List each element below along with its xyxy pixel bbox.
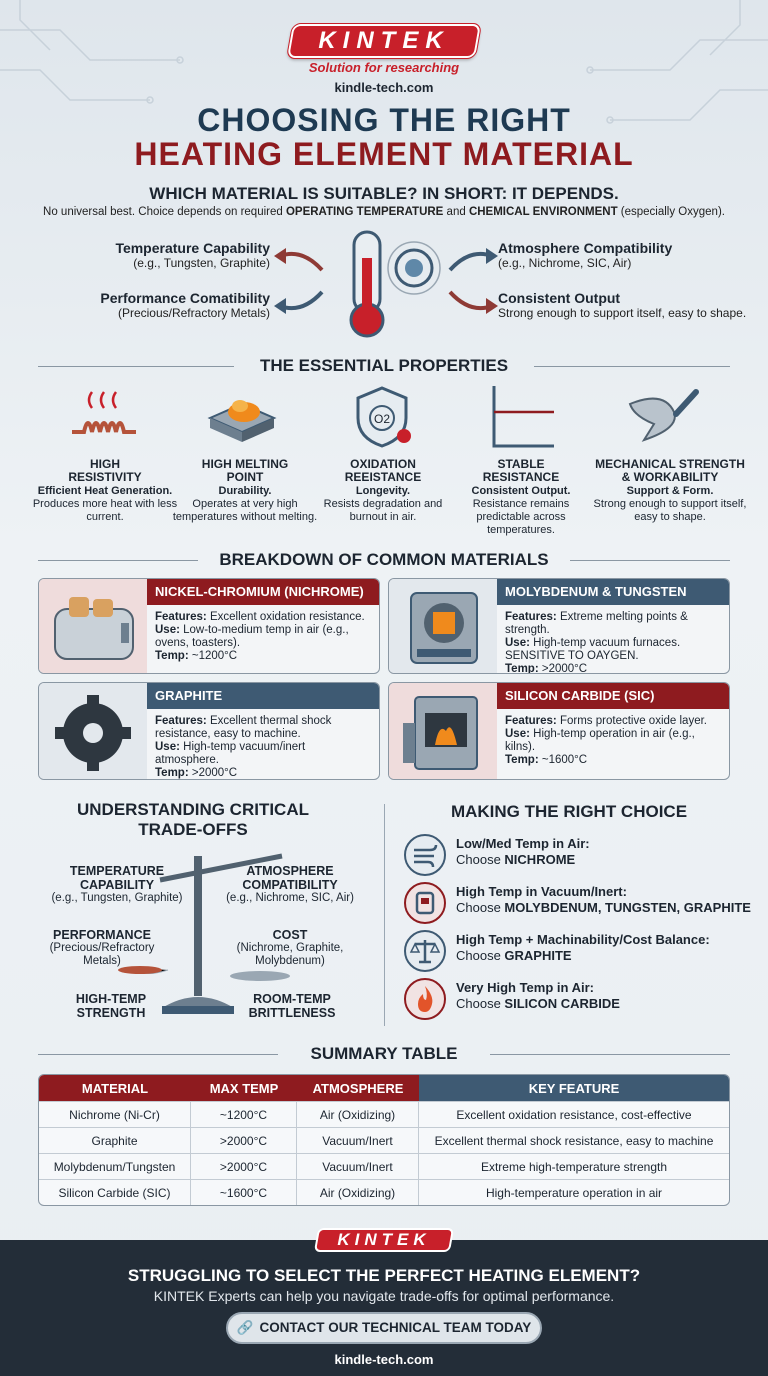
card-title: SILICON CARBIDE (SIC)	[497, 683, 729, 709]
footer-kintek-logo[interactable]: KINTEK	[314, 1228, 454, 1252]
toaster-icon	[39, 579, 147, 674]
o2-shield-icon	[352, 384, 416, 450]
factor-temperature: Temperature Capability (e.g., Tungsten, Graphite)	[115, 240, 270, 270]
property-resistivity: HIGH RESISTIVITY Efficient Heat Generation. Produces more heat with less current.	[32, 457, 178, 523]
kiln-icon	[389, 683, 497, 780]
card-body: Features: Extreme melting points & strength. Use: High-temp vacuum furnaces. SENSITIVE TO OAYGEN. Temp: >2000°C	[505, 611, 688, 674]
choice-item[interactable]: High Temp + Machinability/Cost Balance: Choose GRAPHITE	[404, 928, 754, 972]
choice-item[interactable]: High Temp in Vacuum/Inert: Choose MOLYBDENUM, TUNGSTEN, GRAPHITE	[404, 880, 754, 924]
card-title: NICKEL-CHROMIUM (NICHROME)	[147, 579, 379, 605]
property-oxidation-resistance: OXIDATION REEISTANCE Longevity. Resists degradation and burnout in air.	[323, 457, 443, 523]
factor-output: Consistent Output Strong enough to support itself, easy to shape.	[498, 290, 747, 320]
card-title: MOLYBDENUM & TUNGSTEN	[497, 579, 729, 605]
footer-headline: STRUGGLING TO SELECT THE PERFECT HEATING ELEMENT?	[127, 1266, 641, 1285]
summary-title: SUMMARY TABLE	[310, 1044, 458, 1063]
table-row: Nichrome (Ni-Cr) ~1200°C Air (Oxidizing) Excellent oxidation resistance, cost-effective	[39, 1101, 729, 1127]
material-card-silicon-carbide[interactable]	[388, 682, 730, 780]
choice-item[interactable]: Very High Temp in Air: Choose SILICON CARBIDE	[404, 976, 754, 1020]
factor-atmosphere: Atmosphere Compatibility (e.g., Nichrome, SIC, Air)	[498, 240, 673, 270]
tradeoff-room-temp-brittleness: ROOM-TEMP BRITTLENESS	[248, 992, 336, 1020]
vertical-divider	[384, 804, 385, 1026]
material-card-molybdenum-tungsten[interactable]	[388, 578, 730, 674]
choice-item[interactable]: Low/Med Temp in Air: Choose NICHROME	[404, 832, 754, 876]
site-url[interactable]: kindle-tech.com	[334, 80, 434, 95]
column-header: KEY FEATURE	[419, 1075, 729, 1101]
table-row: Molybdenum/Tungsten >2000°C Vacuum/Inert Extreme high-temperature strength	[39, 1153, 729, 1179]
properties-title: THE ESSENTIAL PROPERTIES	[259, 356, 509, 375]
kintek-logo[interactable]: KINTEK	[287, 24, 481, 58]
table-row: Graphite >2000°C Vacuum/Inert Excellent thermal shock resistance, easy to machine	[39, 1127, 729, 1153]
column-header: MAX TEMP	[191, 1075, 297, 1101]
vacuum-furnace-icon	[406, 884, 444, 922]
link-icon: 🔗	[236, 1320, 254, 1335]
melting-block-icon	[204, 388, 280, 448]
vacuum-furnace-icon	[389, 579, 497, 674]
choice-title: MAKING THE RIGHT CHOICE	[450, 802, 688, 821]
tradeoffs-title: UNDERSTANDING CRITICAL TRADE-OFFS	[76, 800, 309, 839]
material-card-nichrome[interactable]	[38, 578, 380, 674]
summary-table	[38, 1074, 730, 1206]
question-subtitle: No universal best. Choice depends on required OPERATING TEMPERATURE and CHEMICAL ENVIRONMENT (especially Oxygen).	[43, 206, 725, 218]
curved-arrow-icon	[272, 288, 328, 318]
tradeoff-performance: PERFORMANCE (Precious/Refractory Metals)	[49, 928, 155, 967]
card-body: Features: Excellent oxidation resistance. Use: Low-to-medium temp in air (e.g., ovens, toasters). Temp: ~1200°C	[155, 611, 365, 662]
flame-icon	[406, 980, 444, 1018]
divider	[490, 1054, 730, 1055]
page-title-line1: CHOOSING THE RIGHT	[197, 102, 571, 138]
factor-performance: Performance Comatibility (Precious/Refractory Metals)	[100, 290, 270, 320]
thermometer-icon	[340, 228, 444, 340]
metal-strip-icon	[624, 384, 704, 450]
card-title: GRAPHITE	[147, 683, 379, 709]
tagline: Solution for researching	[308, 60, 460, 75]
column-header: ATMOSPHERE	[297, 1075, 419, 1101]
curved-arrow-icon	[444, 288, 500, 318]
table-row: Silicon Carbide (SIC) ~1600°C Air (Oxidizing) High-temperature operation in air	[39, 1179, 729, 1205]
divider	[534, 366, 730, 367]
card-body: Features: Excellent thermal shock resistance, easy to machine. Use: High-temp vacuum/inert atmosphere. Temp: >2000°C	[155, 715, 332, 779]
tradeoff-high-temp-strength: HIGH-TEMP STRENGTH	[75, 992, 147, 1020]
curved-arrow-icon	[444, 244, 500, 274]
property-stable-resistance: STABLE RESISTANCE Consistent Output. Resistance remains predictable across temperatures.	[471, 457, 571, 536]
breakdown-title: BREAKDOWN OF COMMON MATERIALS	[219, 550, 549, 569]
flat-graph-icon	[488, 384, 558, 450]
divider	[38, 366, 234, 367]
divider	[38, 560, 198, 561]
tradeoff-cost: COST (Nichrome, Graphite, Molybdenum)	[236, 928, 344, 967]
section-question: WHICH MATERIAL IS SUITABLE? IN SHORT: IT DEPENDS.	[149, 184, 619, 203]
tradeoff-atmosphere: ATMOSPHERE COMPATIBILITY (e.g., Nichrome, SIC, Air)	[226, 864, 354, 904]
divider	[38, 1054, 278, 1055]
property-melting-point: HIGH MELTING POINT Durability. Operates at very high temperatures without melting.	[172, 457, 318, 523]
balance-scale-icon	[406, 932, 444, 970]
page-title-line2: HEATING ELEMENT MATERIAL	[134, 136, 634, 172]
footer-subtitle: KINTEK Experts can help you navigate trade-offs for optimal performance.	[153, 1288, 615, 1304]
svg-text:O2: O2	[374, 412, 391, 426]
contact-button[interactable]: 🔗 CONTACT OUR TECHNICAL TEAM TODAY	[226, 1312, 542, 1344]
graphite-gear-icon	[39, 683, 147, 780]
property-mechanical-strength: MECHANICAL STRENGTH & WORKABILITY Support & Form. Strong enough to support itself, easy to shape.	[593, 457, 747, 523]
column-header: MATERIAL	[39, 1075, 191, 1101]
divider	[570, 560, 730, 561]
heating-coil-icon	[70, 388, 140, 448]
material-card-graphite[interactable]	[38, 682, 380, 780]
air-flow-icon	[406, 836, 444, 874]
footer-site-url[interactable]: kindle-tech.com	[334, 1352, 434, 1367]
curved-arrow-icon	[272, 244, 328, 274]
card-body: Features: Forms protective oxide layer. Use: High-temp operation in air (e.g., kilns). Temp: ~1600°C	[505, 715, 707, 766]
tradeoff-temperature: TEMPERATURE CAPABILITY (e.g., Tungsten, Graphite)	[51, 864, 183, 904]
